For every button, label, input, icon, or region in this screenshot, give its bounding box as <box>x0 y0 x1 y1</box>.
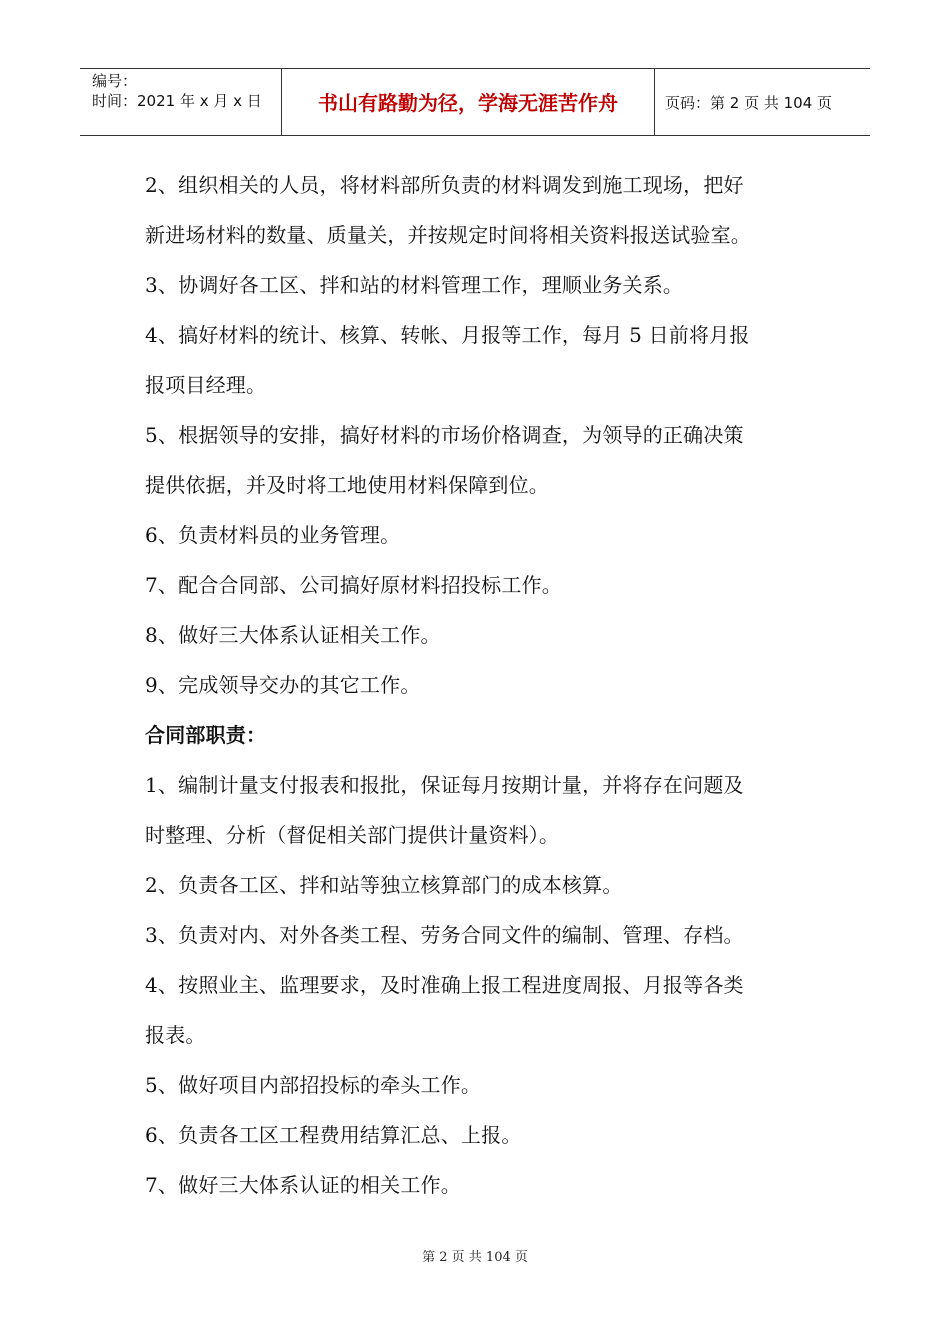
body-line: 9、完成领导交办的其它工作。 <box>145 673 421 697</box>
body-line: 4、按照业主、监理要求，及时准确上报工程进度周报、月报等各类 <box>145 973 744 997</box>
header-meta <box>80 69 282 135</box>
body-line: 6、负责材料员的业务管理。 <box>145 523 401 547</box>
body-line: 7、配合合同部、公司搞好原材料招投标工作。 <box>145 573 562 597</box>
body-line: 3、协调好各工区、拌和站的材料管理工作，理顺业务关系。 <box>145 273 684 297</box>
body-line: 3、负责对内、对外各类工程、劳务合同文件的编制、管理、存档。 <box>145 923 744 947</box>
header-motto: 书山有路勤为径，学海无涯苦作舟 <box>282 69 655 135</box>
body-line: 1、编制计量支付报表和报批，保证每月按期计量，并将存在问题及 <box>145 773 744 797</box>
page-header <box>80 68 870 136</box>
section-heading: 合同部职责： <box>145 723 267 747</box>
body-line: 时整理、分析（督促相关部门提供计量资料）。 <box>145 823 560 847</box>
body-line: 2、组织相关的人员，将材料部所负责的材料调发到施工现场，把好 <box>145 173 744 197</box>
body-line: 2、负责各工区、拌和站等独立核算部门的成本核算。 <box>145 873 623 897</box>
document-date-label: 时间：2021 年 x 月 x 日 <box>92 92 262 110</box>
body-line: 4、搞好材料的统计、核算、转帐、月报等工作，每月 5 日前将月报 <box>145 323 750 347</box>
body-line: 报表。 <box>145 1023 206 1047</box>
body-line: 6、负责各工区工程费用结算汇总、上报。 <box>145 1123 522 1147</box>
body-line: 7、做好三大体系认证的相关工作。 <box>145 1173 461 1197</box>
body-line: 5、根据领导的安排，搞好材料的市场价格调查，为领导的正确决策 <box>145 423 744 447</box>
body-line: 提供依据，并及时将工地使用材料保障到位。 <box>145 473 549 497</box>
body-line: 5、做好项目内部招投标的牵头工作。 <box>145 1073 482 1097</box>
body-line: 新进场材料的数量、质量关，并按规定时间将相关资料报送试验室。 <box>145 223 751 247</box>
document-body <box>145 160 810 1210</box>
body-line: 8、做好三大体系认证相关工作。 <box>145 623 441 647</box>
body-line: 报项目经理。 <box>145 373 267 397</box>
page-footer: 第 2 页 共 104 页 <box>422 1250 528 1265</box>
document-number-label: 编号： <box>92 72 138 90</box>
header-page-info: 页码：第 2 页 共 104 页 <box>665 94 833 112</box>
